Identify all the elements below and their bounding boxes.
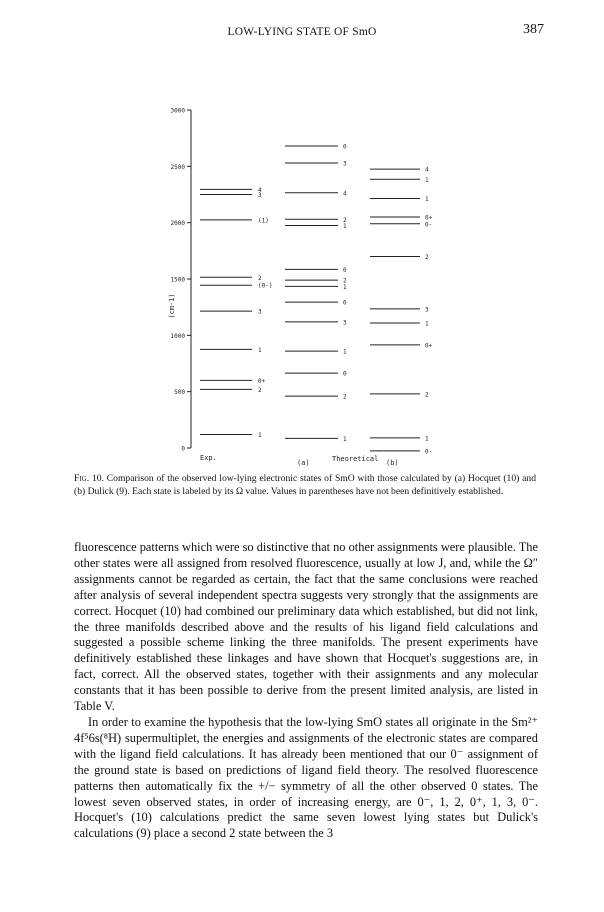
level-label-exp: 0+ bbox=[258, 377, 266, 385]
column-label-b: (b) bbox=[386, 459, 399, 467]
level-label-exp: 3 bbox=[258, 308, 262, 316]
level-label-a: 2 bbox=[343, 216, 347, 224]
page-number: 387 bbox=[523, 22, 544, 37]
level-label-exp: 2 bbox=[258, 386, 262, 394]
y-tick-label: 500 bbox=[174, 389, 185, 397]
level-label-b: 0- bbox=[425, 221, 433, 229]
level-label-exp: 1 bbox=[258, 346, 262, 354]
level-label-b: 4 bbox=[425, 166, 429, 174]
level-label-a: 3 bbox=[343, 319, 347, 327]
level-label-b: 0+ bbox=[425, 214, 433, 222]
level-label-b: 3 bbox=[425, 306, 429, 314]
caption-text: Comparison of the observed low-lying electronic states of SmO with those calculated by (a) Hocquet (10) and (b) Dulick (9). Each state is labeled by its Ω value. Values in parentheses have not been definitively established. bbox=[74, 473, 537, 497]
level-label-exp: (1) bbox=[258, 217, 269, 225]
y-tick-label: 3000 bbox=[170, 107, 185, 115]
level-label-a: 1 bbox=[343, 348, 347, 356]
paragraph-1: fluorescence patterns which were so distinctive that no other assignments were plausible. The other states were all assigned from resolved fluorescence, usually at low J, and, while the Ω″ assignments cannot be regarded as certain, the fact that the same conclusions were reached after analysis of several independent spectra suggests very strongly that the assignments are correct. Hocquet (10) had combined our preliminary data which established, but did not link, the three manifolds described above and the results of his ligand field calculations and suggested a possible scheme linking the three manifolds. The present experiments have definitively established these linkages and have shown that Hocquet's suggestions are, in fact, correct. All the observed states, together with their assignments and any molecular constants that it has been possible to derive from the present limited analysis, are listed in Table V. bbox=[74, 540, 538, 714]
level-label-b: 1 bbox=[425, 320, 429, 328]
level-label-b: 2 bbox=[425, 391, 429, 399]
level-label-b: 2 bbox=[425, 253, 429, 261]
level-label-a: 1 bbox=[343, 222, 347, 230]
level-label-b: 1 bbox=[425, 435, 429, 443]
level-label-b: 0- bbox=[425, 448, 433, 456]
y-tick-label: 2500 bbox=[170, 163, 185, 171]
running-header: LOW-LYING STATE OF SmO bbox=[227, 26, 377, 38]
y-tick-label: 0 bbox=[181, 445, 185, 453]
level-label-a: 4 bbox=[343, 190, 347, 198]
level-label-exp: (0-) bbox=[258, 282, 273, 290]
paragraph-2: In order to examine the hypothesis that the low-lying SmO states all originate in the Sm²⁺ 4f⁵6s(⁸H) supermultiplet, the energies and assignments of the electronic states are compared with the ligand field calculations. It has already been mentioned that our 0⁻ assignment of the ground state is based on predictions of ligand field theory. The resolved fluorescence patterns then automatically fix the +/− symmetry of all the other observed 0 states. The lowest seven observed states, in order of increasing energy, are 0⁻, 1, 2, 0⁺, 1, 3, 0⁻. Hocquet's (10) calculations predict the same seven lowest lying states but Dulick's calculations (9) place a second 2 state between the 3 bbox=[74, 714, 538, 841]
level-label-exp: 2 bbox=[258, 274, 262, 282]
caption-label: Fig. 10. bbox=[74, 473, 104, 484]
level-label-exp: 3 bbox=[258, 192, 262, 199]
figure-caption bbox=[74, 472, 536, 498]
y-tick-label: 1000 bbox=[170, 332, 185, 340]
level-label-a: 0 bbox=[343, 143, 347, 151]
level-label-a: 2 bbox=[343, 393, 347, 401]
level-label-a: 0 bbox=[343, 299, 347, 307]
level-label-a: 1 bbox=[343, 435, 347, 443]
level-label-b: 1 bbox=[425, 195, 429, 203]
level-label-a: 0 bbox=[343, 370, 347, 378]
y-tick-label: 2000 bbox=[170, 220, 185, 228]
body-text bbox=[74, 540, 538, 842]
level-label-exp: 4 bbox=[258, 186, 262, 194]
column-label-exp: Exp. bbox=[200, 454, 217, 462]
level-label-a: 1 bbox=[343, 283, 347, 291]
level-label-a: 2 bbox=[343, 277, 347, 285]
level-label-exp: 1 bbox=[258, 431, 262, 439]
level-label-b: 1 bbox=[425, 176, 429, 184]
level-label-b: 0+ bbox=[425, 342, 433, 350]
column-label-theoretical: Theoretical bbox=[332, 455, 379, 463]
y-axis-label: (cm-1) bbox=[168, 293, 176, 319]
y-tick-label: 1500 bbox=[170, 276, 185, 284]
level-label-a: 3 bbox=[343, 160, 347, 168]
level-label-a: 0 bbox=[343, 266, 347, 274]
column-label-a: (a) bbox=[297, 459, 310, 467]
